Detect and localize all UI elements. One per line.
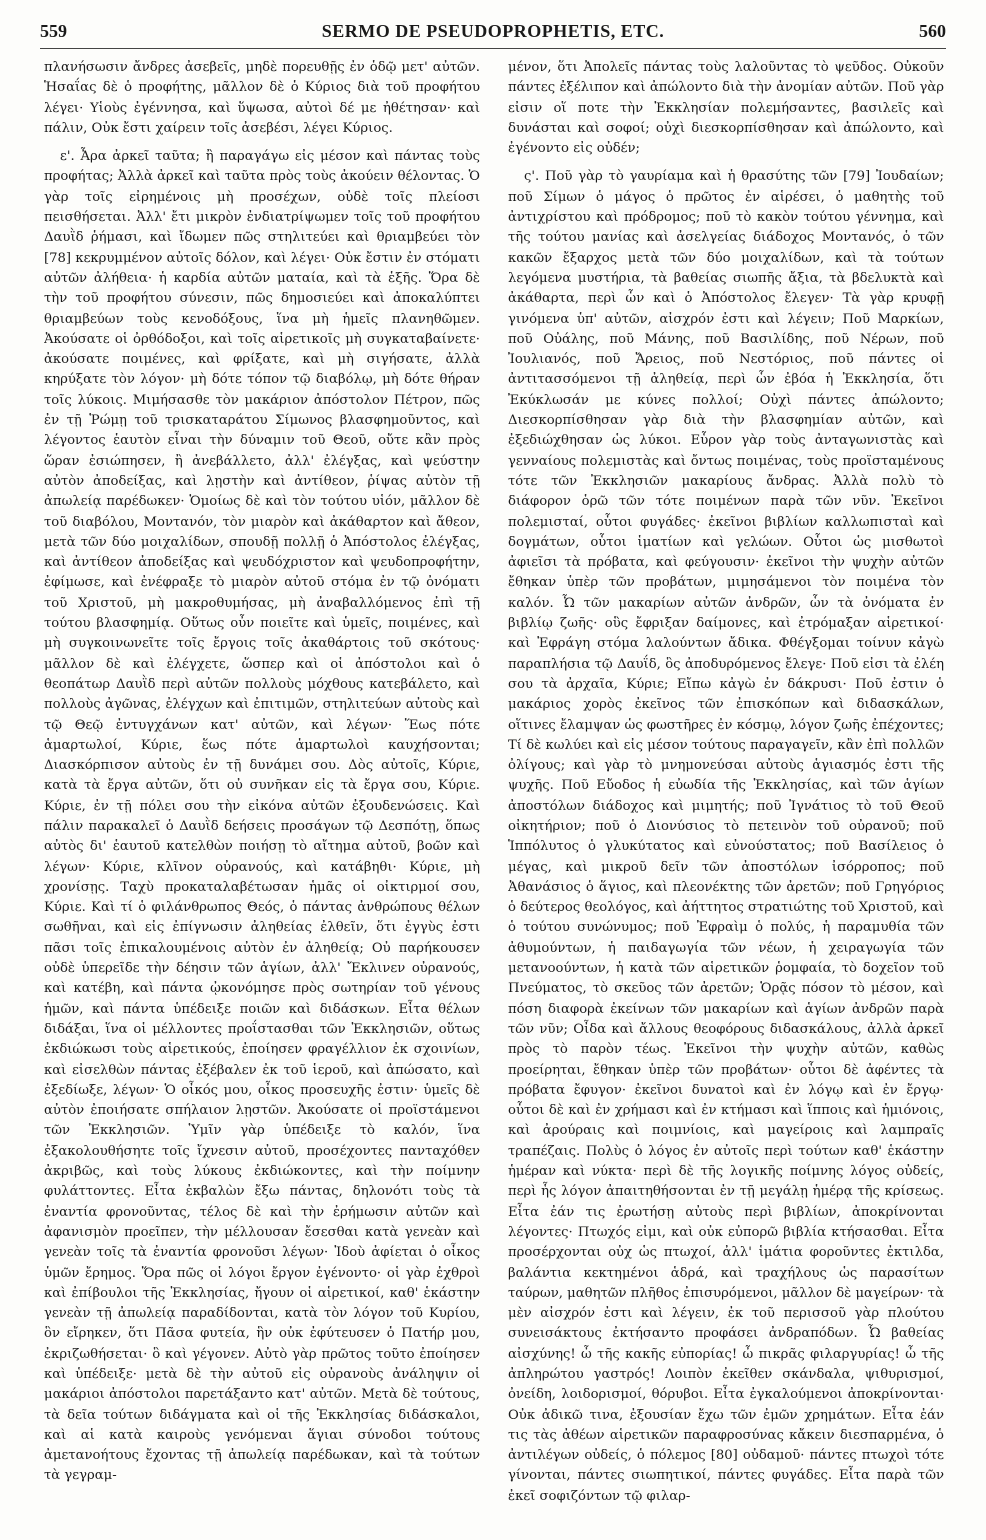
running-title: SERMO DE PSEUDOPROPHETIS, ETC.	[321, 20, 665, 41]
paragraph: ς'. Ποῦ γὰρ τὸ γαυρίαμα καὶ ἡ θρασύτης τῶν [79] Ἰουδαίων; ποῦ Σίμων ὁ μάγος ὁ πρῶτος ἐν αἱρέσει, ὁ μαθητὴς τοῦ ἀντιχρίστου καὶ πρόδρομος; ποῦ τὸ κακὸν τούτου γέννημα, καὶ τῆς τούτου μανίας καὶ ἀσελγείας διάδοχος Μοντανός, ὁ τῶν κακῶν ἔξαρχος μετὰ τῶν δύο μοιχαλίδων, καὶ τὰ τούτων λεγόμενα μυστήρια, τὰ βαθείας σιωπῆς ἄξια, τὰ βδελυκτὰ καὶ ἀκάθαρτα, περὶ ὧν καὶ ὁ Ἀπόστολος ἔλεγεν· Τὰ γὰρ κρυφῇ γινόμενα ὑπ' αὐτῶν, αἰσχρόν ἐστι καὶ λέγειν; Ποῦ Μαρκίων, ποῦ Οὐάλης, ποῦ Μάνης, ποῦ Βασιλίδης, ποῦ Νέρων, ποῦ Ἰουλιανός, ποῦ Ἄρειος, ποῦ Νεστόριος, ποῦ πάντες οἱ ἀντιτασσόμενοι τῇ ἀληθείᾳ, περὶ ὧν ἐβόα ἡ Ἐκκλησία, ὅτι Ἐκύκλωσάν με κύνες πολλοί; Οὐχὶ πάντες ἀπώλοντο; Διεσκορπίσθησαν γὰρ διὰ τὴν βλασφημίαν αὐτῶν, καὶ ἐξεδιώχθησαν ὡς λύκοι. Εὗρον γὰρ τοὺς ἀνταγωνιστὰς καὶ γενναίους πολεμιστὰς καὶ ὄντως ποιμένας, τοὺς προϊσταμένους τότε τῶν Ἐκκλησιῶν μακαρίους ἄνδρας. Ἀλλὰ πολὺ τὸ διάφορον ὁρῶ τῶν τότε ποιμένων παρὰ τῶν νῦν. Ἐκεῖνοι πολεμισταί, οὗτοι φυγάδες· ἐκεῖνοι βιβλίων καλλωπισταὶ καὶ δογμάτων, οὗτοι ἱματίων καὶ γελώων. Οὗτοι ὡς μισθωτοὶ ἀφιεῖσι τὰ πρόβατα, καὶ φεύγουσιν· ἐκεῖνοι τὴν ψυχὴν αὐτῶν ἔθηκαν ὑπὲρ τῶν προβάτων, μιμησάμενοι τὸν ποιμένα τὸν καλόν. Ὦ τῶν μακαρίων αὐτῶν ἀνδρῶν, ὧν τὰ ὀνόματα ἐν βιβλίῳ ζωῆς· οὓς ἔφριξαν δαίμονες, καὶ ἐτρόμαξαν αἱρετικοί· καὶ Ἐφράγη στόμα λαλούντων ἄδικα. Φθέγξομαι τοίνυν κἀγὼ παραπλήσια τῷ Δαυΐδ, ὃς ἀποδυρόμενος ἔλεγε· Ποῦ εἰσι τὰ ἐλέη σου τὰ ἀρχαῖα, Κύριε; Εἴπω κἀγὼ ἐν δάκρυσι· Ποῦ ἐστιν ὁ μακάριος χορὸς ἐκεῖνος τῶν ἐπισκόπων καὶ διδασκάλων, οἵτινες ἔλαμψαν ὡς φωστῆρες ἐν κόσμῳ, λόγον ζωῆς ἐπέχοντες; Τί δὲ κωλύει καὶ εἰς μέσον τούτους παραγαγεῖν, κἂν ἐπὶ πολλῶν ὀλίγους; καὶ γὰρ τὸ μνημονεύσαι αὐτοὺς ἁγιασμός ἐστι τῆς ψυχῆς. Ποῦ Εὔοδος ἡ εὐωδία τῆς Ἐκκλησίας, καὶ τῶν ἁγίων ἀποστόλων διάδοχος καὶ μιμητής; ποῦ Ἰγνάτιος τὸ τοῦ Θεοῦ οἰκητήριον; ποῦ ὁ Διονύσιος τὸ πετεινὸν τοῦ οὐρανοῦ; ποῦ Ἱππόλυτος ὁ γλυκύτατος καὶ εὐνούστατος; ποῦ Βασίλειος ὁ μέγας, καὶ μικροῦ δεῖν τῶν ἀποστόλων ἰσόρροπος; ποῦ Ἀθανάσιος ὁ ἅγιος, καὶ πλεονέκτης τῶν ἀρετῶν; ποῦ Γρηγόριος ὁ δεύτερος θεολόγος, καὶ ἀήττητος στρατιώτης τοῦ Χριστοῦ, καὶ ὁ τούτου συνώνυμος; ποῦ Ἐφραὶμ ὁ πολύς, ἡ παραμυθία τῶν ἀθυμούντων, ἡ παιδαγωγία τῶν νέων, ἡ χειραγωγία τῶν μετανοούντων, ἡ κατὰ τῶν αἱρετικῶν ῥομφαία, τὸ δοχεῖον τοῦ Πνεύματος, τὸ σκεῦος τῶν ἀρετῶν; Ὁρᾷς πόσον τὸ μέσον, καὶ πόση διαφορὰ ἐκείνων τῶν μακαρίων καὶ ἁγίων ἀνδρῶν παρὰ τῶν νῦν; Οἶδα καὶ ἄλλους θεοφόρους διδασκάλους, ἀλλὰ ἀρκεῖ πρὸς τὸ παρὸν τέως. Ἐκεῖνοι τὴν ψυχὴν αὐτῶν, καθὼς προείρηται, ἔθηκαν ὑπὲρ τῶν προβάτων· οὗτοι δὲ ἀφέντες τὰ πρόβατα ἔφυγον· ἐκεῖνοι δυνατοὶ καὶ ἐν λόγῳ καὶ ἐν ἔργῳ· οὗτοι δὲ καὶ ἐν χρήμασι καὶ ἐν κτήμασι καὶ ἵπποις καὶ ἡμιόνοις, καὶ ἀρούραις καὶ ποιμνίοις, καὶ μαγείροις καὶ λαμπραῖς τραπέζαις. Πολὺς ὁ λόγος ἐν αὐτοῖς περὶ τούτων καθ' ἑκάστην ἡμέραν καὶ νύκτα· περὶ δὲ τῆς λογικῆς ποίμνης λόγος οὐδείς, περὶ ἧς λόγον ἀπαιτηθήσονται ἐν τῇ μεγάλῃ ἡμέρᾳ τῆς κρίσεως. Εἶτα ἐάν τις ἐρωτήσῃ αὐτοὺς περὶ βιβλίων, ἀποκρίνονται λέγοντες· Πτωχός εἰμι, καὶ οὐκ εὐπορῶ βιβλία κτήσασθαι. Εἶτα προσέρχονται οὐχ ὡς πτωχοί, ἀλλ' ἱμάτια φοροῦντες ἐκτιλδα, βαλάντια κεκτημένοι ἁδρά, καὶ τραχήλους ὡς παρασίτων ταύρων, μαθητῶν πλῆθος ἐπισυρόμενοι, μᾶλλον δὲ μαγείρων· τὰ μὲν αἰσχρόν ἐστι καὶ λέγειν, ἐκ τοῦ περισσοῦ γὰρ πλούτου συνεισάκτους ἐκτήσαντο προφάσει ἀνδραπόδων. Ὦ βαθείας αἰσχύνης! ὦ τῆς κακῆς εὐπορίας! ὦ πικρᾶς φιλαργυρίας! ὦ τῆς ἀπληρώτου γαστρός! Λοιπὸν ἐκεῖθεν σκάνδαλα, ψιθυρισμοί, ὀνείδη, λοιδορισμοί, θόρυβοι. Εἶτα ἐγκαλούμενοι ἀποκρίνονται· Οὐκ ἀδικῶ τινα, ἐξουσίαν ἔχω τῶν ἐμῶν χρημάτων. Εἶτα ἐάν τις τὰς ἀθέων αἱρετικῶν παραφροσύνας κἄκειν διεσπαρμένα, ὁ ἀντιλέγων οὐδείς, ὁ πόλεμος [80] οὐδαμοῦ· πάντες πτωχοὶ τότε γίνονται, πάντες σιωπητικοί, πάντες φυγάδες. Εἶτα παρὰ τῶν ἐκεῖ σοφιζόντων τῷ φιλαρ-	[508, 169, 944, 1504]
page-number-left: 559	[40, 20, 67, 41]
left-column	[44, 58, 480, 1528]
page-number-right: 560	[919, 20, 946, 41]
paragraph: πλανήσωσιν ἄνδρες ἀσεβεῖς, μηδὲ πορευθῇς ἐν ὁδῷ μετ' αὐτῶν. Ἡσαΐας δὲ ὁ προφήτης, μᾶλλον δὲ ὁ Κύριος διὰ τοῦ προφήτου λέγει· Υἱοὺς ἐγέννησα, καὶ ὕψωσα, αὐτοὶ δέ με ἠθέτησαν· καὶ πάλιν, Οὐκ ἔστι χαίρειν τοῖς ἀσεβέσι, λέγει Κύριος.	[44, 60, 480, 136]
right-column	[508, 58, 944, 1528]
paragraph: μένον, ὅτι Ἀπολεῖς πάντας τοὺς λαλοῦντας τὸ ψεῦδος. Οὐκοῦν πάντες ἐξέλιπον καὶ ἀπώλοντο διὰ τὴν ἀνομίαν αὐτῶν. Ποῦ γὰρ εἰσιν οἵ ποτε τὴν Ἐκκλησίαν πολεμήσαντες, βασιλεῖς καὶ δυνάσται καὶ σοφοί; οὐχὶ διεσκορπίσθησαν καὶ ἀπώλοντο, καὶ ἐγένοντο εἰς οὐδέν;	[508, 60, 944, 157]
paragraph: ε'. Ἆρα ἀρκεῖ ταῦτα; ἢ παραγάγω εἰς μέσον καὶ πάντας τοὺς προφήτας; Ἀλλὰ ἀρκεῖ καὶ ταῦτα πρὸς τοὺς ἀκούειν θέλοντας. Ὁ γὰρ τοῖς εἰρημένοις μὴ προσέχων, οὐδὲ τοῖς πλείοσι πεισθήσεται. Ἀλλ' ἔτι μικρὸν ἐνδιατρίψωμεν τοῖς τοῦ προφήτου Δαυῒδ ῥήμασι, καὶ ἴδωμεν πῶς στηλιτεύει καὶ θριαμβεύει τὸν [78] κεκρυμμένον αὐτοῖς δόλον, καὶ λέγει· Οὐκ ἔστιν ἐν στόματι αὐτῶν ἀλήθεια· ἡ καρδία αὐτῶν ματαία, καὶ τὰ ἑξῆς. Ὅρα δὲ τὴν τοῦ προφήτου σύνεσιν, πῶς δημοσιεύει καὶ ἀποκαλύπτει θριαμβεύων τοὺς κενοδόξους, ἵνα μὴ ἡμεῖς πλανηθῶμεν. Ἀκούσατε οἱ ὀρθόδοξοι, καὶ τοῖς αἱρετικοῖς μὴ συγκαταβαίνετε· ἀκούσατε ποιμένες, καὶ φρίξατε, καὶ μὴ σιγήσατε, ἀλλὰ κηρύξατε τὸν λόγον· μὴ δότε τόπον τῷ διαβόλῳ, μὴ δότε θήραν τοῖς λύκοις. Μιμήσασθε τὸν μακάριον ἀπόστολον Πέτρον, πῶς ἐν τῇ Ῥώμῃ τοῦ τρισκαταράτου Σίμωνος βλασφημοῦντος, καὶ λέγοντος ἑαυτὸν εἶναι τὴν δύναμιν τοῦ Θεοῦ, οὔτε κἂν πρὸς ὥραν ἐσιώπησεν, ἢ ἀνεβάλλετο, ἀλλ' ἐλέγξας, καὶ ψεύστην αὐτὸν ἀποδείξας, καὶ λῃστὴν καὶ ἀντίθεον, ῥίψας αὐτὸν τῇ ἀπωλείᾳ παρέδωκεν· Ὁμοίως δὲ καὶ τὸν τούτου υἱόν, μᾶλλον δὲ τοῦ διαβόλου, Μοντανόν, τὸν μιαρὸν καὶ ἀκάθαρτον καὶ ἄθεον, μετὰ τῶν δύο μοιχαλίδων, σπουδῇ πολλῇ ὁ Ἀπόστολος ἐλέγξας, καὶ ἀντίθεον ἀποδείξας καὶ ψευδόχριστον καὶ ψευδοπροφήτην, ἐφίμωσε, καὶ ἐνέφραξε τὸ μιαρὸν αὐτοῦ στόμα ἐν τῷ ὀνόματι τοῦ Χριστοῦ, μὴ μακροθυμήσας, μὴ ἀναβαλλόμενος ἐπὶ τῇ τούτου βλασφημίᾳ. Οὕτως οὖν ποιεῖτε καὶ ὑμεῖς, ποιμένες, καὶ μὴ συγκοινωνεῖτε τοῖς ἔργοις τοῖς ἀκαθάρτοις τοῦ σκότους· μᾶλλον δὲ καὶ ἐλέγχετε, ὥσπερ καὶ οἱ ἀπόστολοι καὶ ὁ θεοπάτωρ Δαυῒδ περὶ αὐτῶν πολλοὺς μόχθους κατεβάλετο, καὶ πολλοὺς ἀγῶνας, ἐλέγχων καὶ ἐπιτιμῶν, στηλιτεύων αὐτοὺς καὶ τῷ Θεῷ ἐντυγχάνων κατ' αὐτῶν, καὶ λέγων· Ἕως πότε ἁμαρτωλοί, Κύριε, ἕως πότε ἁμαρτωλοὶ καυχήσονται; Διασκόρπισον αὐτοὺς ἐν τῇ δυνάμει σου. Δὸς αὐτοῖς, Κύριε, κατὰ τὰ ἔργα αὐτῶν, ὅτι οὐ συνῆκαν εἰς τὰ ἔργα σου, Κύριε. Κύριε, ἐν τῇ πόλει σου τὴν εἰκόνα αὐτῶν ἐξουδενώσεις. Καὶ πάλιν παρακαλεῖ ὁ Δαυῒδ δεήσεις προσάγων τῷ Δεσπότῃ, ὅπως αὐτὸς δι' ἑαυτοῦ κατελθὼν ποιήσῃ τὸ αἴτημα αὐτοῦ, βοῶν καὶ λέγων· Κύριε, κλῖνον οὐρανούς, καὶ κατάβηθι· Κύριε, μὴ χρονίσῃς. Ταχὺ προκαταλαβέτωσαν ἡμᾶς οἱ οἰκτιρμοί σου, Κύριε. Καὶ τί ὁ φιλάνθρωπος Θεός, ὁ πάντας ἀνθρώπους θέλων σωθῆναι, καὶ εἰς ἐπίγνωσιν ἀληθείας ἐλθεῖν, ὅτι ἐγγὺς ἐστι πᾶσι τοῖς ἐπικαλουμένοις αὐτὸν ἐν ἀληθείᾳ; Οὐ παρήκουσεν οὐδὲ ὑπερεῖδε τὴν δέησιν τῶν ἁγίων, ἀλλ' Ἔκλινεν οὐρανούς, καὶ κατέβη, καὶ πάντα ᾠκονόμησε πρὸς σωτηρίαν τοῦ γένους ἡμῶν, καὶ πάντα ὑπέδειξε ποιῶν καὶ διδάσκων. Εἶτα θέλων διδάξαι, ἵνα οἱ μέλλοντες προΐστασθαι τῶν Ἐκκλησιῶν, οὕτως ἐκδιώκωσι τοὺς αἱρετικούς, ἐποίησεν φραγέλλιον ἐκ σχοινίων, καὶ εἰσελθὼν πάντας ἐξέβαλεν ἐκ τοῦ ἱεροῦ, καὶ ἀπώσατο, καὶ ἐξεδίωξε, λέγων· Ὁ οἶκός μου, οἶκος προσευχῆς ἐστιν· ὑμεῖς δὲ αὐτὸν ἐποιήσατε σπήλαιον λῃστῶν. Ἀκούσατε οἱ προϊστάμενοι τῶν Ἐκκλησιῶν. Ὑμῖν γὰρ ὑπέδειξε τὸ καλόν, ἵνα ἐξακολουθήσητε τοῖς ἴχνεσιν αὐτοῦ, προσέχοντες πανταχόθεν ἀκριβῶς, καὶ τοὺς λύκους ἐκδιώκοντες, καὶ τὴν ποίμνην φυλάττοντες. Εἶτα ἐκβαλὼν ἔξω πάντας, δηλονότι τοὺς τὰ ἐναντία φρονοῦντας, τέλος δὲ καὶ τὴν ἐρήμωσιν αὐτῶν καὶ ἀφανισμὸν προεῖπεν, τὴν μέλλουσαν ἔσεσθαι κατὰ γενεὰν καὶ γενεὰν τοῖς τὰ ἐναντία φρονοῦσι λέγων· Ἰδοὺ ἀφίεται ὁ οἶκος ὑμῶν ἔρημος. Ὅρα πῶς οἱ λόγοι ἔργον ἐγένοντο· οἱ γὰρ ἐχθροὶ καὶ ἐπίβουλοι τῆς Ἐκκλησίας, ἤγουν οἱ αἱρετικοί, καθ' ἑκάστην γενεὰν τῇ ἀπωλείᾳ παραδίδονται, κατὰ τὸν λόγον τοῦ Κυρίου, ὃν εἴρηκεν, ὅτι Πᾶσα φυτεία, ἣν οὐκ ἐφύτευσεν ὁ Πατήρ μου, ἐκριζωθήσεται· ὃ καὶ γέγονεν. Αὐτὸ γὰρ πρῶτος τοῦτο ἐποίησεν καὶ ὑπέδειξε· μετὰ δὲ τὴν αὐτοῦ εἰς οὐρανοὺς ἀνάληψιν οἱ μακάριοι ἀπόστολοι παρετάξαντο κατ' αὐτῶν. Μετὰ δὲ τούτους, τὰ δεῖα τούτων διδάγματα καὶ οἱ τῆς Ἐκκλησίας διδάσκαλοι, καὶ αἱ κατὰ καιροὺς γενόμεναι ἅγιαι σύνοδοι τούτους ἀμετανοήτους ἔχοντας τῇ ἀπωλείᾳ παρέδωκαν, καὶ τὰ τούτων τὰ γεγραμ-	[44, 149, 480, 1484]
running-header	[40, 14, 946, 49]
